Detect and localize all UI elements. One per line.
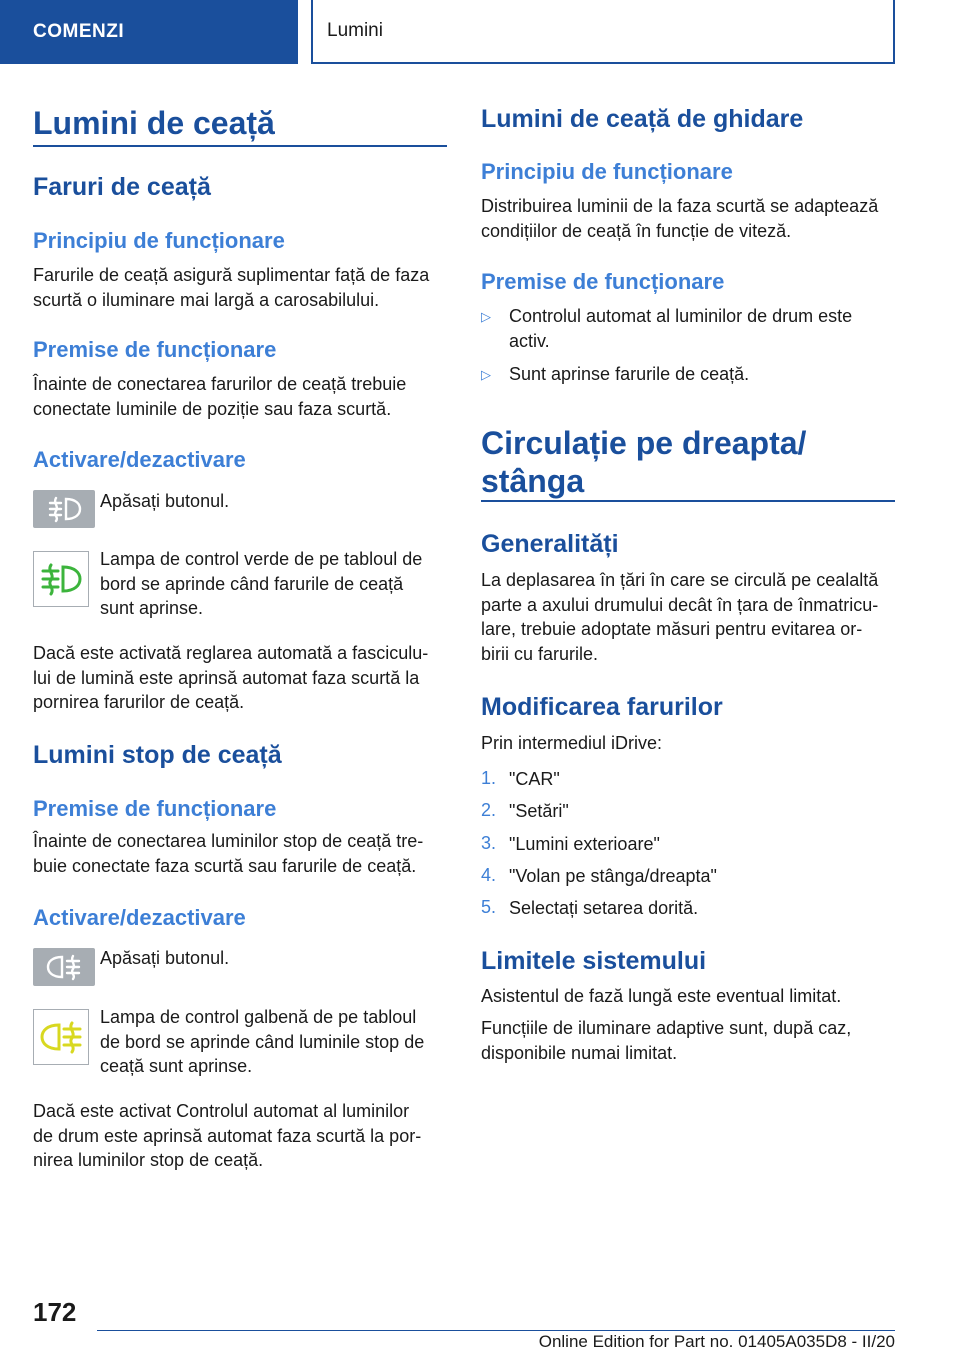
step-text: "Volan pe stânga/dreapta": [509, 866, 717, 886]
text-line: sunt aprinse.: [100, 598, 204, 618]
text-line: de bord se aprinde când luminile stop de: [100, 1031, 425, 1052]
title-line: stânga: [481, 463, 585, 499]
text-line: Înainte de conectarea luminilor stop de ceață tre‐: [33, 831, 424, 851]
paragraph-limits-1: Asistentul de fază lungă este eventual limitat.: [481, 986, 842, 1006]
section-heading-general: Generalități: [481, 530, 619, 558]
text-line: parte a axului drumului decât în țara de înmatricu‐: [481, 594, 879, 615]
section-heading-rear-fog: Lumini stop de ceață: [33, 741, 282, 769]
paragraph-premise-rear: [33, 829, 447, 878]
text-line: Dacă este activat Controlul automat al luminilor: [33, 1101, 410, 1121]
paragraph-principle: [33, 263, 447, 312]
paragraph-premise: [33, 372, 447, 421]
list-item: [481, 896, 895, 922]
rear-fog-light-icon: [33, 948, 95, 986]
text-line: bord se aprinde când farurile de ceață: [100, 573, 404, 594]
step-text: Selectați setarea dorită.: [509, 898, 699, 918]
subheading-premise-guide: Premise de funcționare: [481, 269, 725, 294]
press-button-text-rear: Apăsați butonul.: [100, 948, 230, 968]
edition-note: Online Edition for Part no. 01405A035D8 - II/20: [538, 1332, 895, 1351]
list-item: [481, 864, 895, 890]
front-fog-indicator-icon: [33, 551, 89, 607]
step-text: "Lumini exterioare": [509, 834, 660, 854]
list-item: [481, 767, 895, 793]
section-tab: [0, 0, 298, 64]
step-number: 4.: [481, 865, 497, 885]
title-rule: [33, 145, 447, 147]
section-heading-front-fog: Faruri de ceață: [33, 173, 211, 201]
step-text: "CAR": [509, 769, 560, 789]
text-line: condițiilor de ceață în funcție de viteză.: [481, 220, 792, 241]
text-line: lare, trebuie adoptate măsuri pentru evitarea or‐: [481, 619, 863, 639]
subheading-premise-rear: Premise de funcționare: [33, 796, 277, 821]
text-line: birii cu farurile.: [481, 643, 599, 664]
text-line: conectate luminile de poziție sau faza scurtă.: [33, 398, 392, 419]
page-number: 172: [33, 1297, 77, 1327]
step-number: 5.: [481, 897, 497, 917]
list-item: [481, 799, 895, 825]
text-line: Controlul automat al luminilor de drum este: [509, 306, 853, 326]
subheading-premise: Premise de funcționare: [33, 337, 277, 362]
text-line: Sunt aprinse farurile de ceață.: [509, 364, 750, 384]
modify-intro: Prin intermediul iDrive:: [481, 733, 663, 753]
subheading-activation: Activare/dezactivare: [33, 447, 246, 472]
subheading-principle: Principiu de funcționare: [33, 228, 285, 253]
rear-fog-indicator-icon: [33, 1009, 89, 1065]
text-line: Dacă este activată reglarea automată a fasciculu‐: [33, 643, 429, 663]
text-line: disponibile numai limitat.: [481, 1042, 678, 1063]
text-line: nirea luminilor stop de ceață.: [33, 1150, 264, 1170]
front-fog-light-icon: [33, 490, 95, 528]
step-text: "Setări": [509, 801, 569, 821]
lamp-description: [100, 547, 447, 621]
section-label: COMENZI: [33, 21, 125, 42]
bullet-icon: ▷: [481, 367, 491, 382]
chapter-label: Lumini: [327, 20, 383, 41]
subheading-activation-rear: Activare/dezactivare: [33, 905, 246, 930]
paragraph-note-rear: [33, 1099, 447, 1173]
step-number: 2.: [481, 800, 497, 820]
text-line: pornirea farurilor de ceață.: [33, 692, 245, 712]
text-line: scurtă o iluminare mai largă a carosabilului.: [33, 289, 380, 310]
text-line: Funcțiile de iluminare adaptive sunt, după caz,: [481, 1018, 852, 1038]
list-item: [481, 304, 895, 356]
bullet-icon: ▷: [481, 309, 491, 324]
lamp-description-rear: [100, 1005, 447, 1079]
paragraph-principle-guide: [481, 194, 895, 243]
text-line: La deplasarea în țări în care se circulă pe cealaltă: [481, 570, 879, 590]
page-title: Lumini de ceață: [33, 105, 275, 141]
step-number: 1.: [481, 768, 497, 788]
paragraph-note: [33, 641, 447, 715]
title-line: Circulație pe dreapta/: [481, 425, 807, 461]
subheading-principle-guide: Principiu de funcționare: [481, 159, 733, 184]
chapter-tab: [311, 0, 895, 64]
text-line: buie conectate faza scurtă sau farurile de ceață.: [33, 855, 417, 876]
section-heading-guide: Lumini de ceață de ghidare: [481, 105, 804, 133]
traffic-title: [481, 424, 806, 500]
text-line: Înainte de conectarea farurilor de ceață trebuie: [33, 374, 407, 394]
list-item-text: [509, 362, 895, 387]
paragraph-general: [481, 568, 895, 666]
text-line: Farurile de ceață asigură suplimentar față de faza: [33, 265, 430, 285]
list-item: [481, 832, 895, 858]
text-line: lui de lumină este aprinsă automat faza scurtă la: [33, 667, 420, 688]
text-line: Lampa de control galbenă de pe tabloul: [100, 1007, 417, 1027]
press-button-text: Apăsați butonul.: [100, 491, 230, 511]
section-heading-limits: Limitele sistemului: [481, 947, 707, 975]
section-heading-modify: Modificarea farurilor: [481, 693, 723, 721]
step-number: 3.: [481, 833, 497, 853]
footer-rule: [97, 1330, 895, 1331]
text-line: Distribuirea luminii de la faza scurtă se adaptează: [481, 196, 879, 216]
text-line: de drum este aprinsă automat faza scurtă la por‐: [33, 1125, 422, 1146]
title-rule: [481, 500, 895, 502]
text-line: ceață sunt aprinse.: [100, 1056, 253, 1076]
paragraph-limits-2: [481, 1016, 895, 1065]
list-item-text: [509, 304, 895, 353]
text-line: Lampa de control verde de pe tabloul de: [100, 549, 423, 569]
list-item: [481, 362, 895, 388]
text-line: activ.: [509, 330, 550, 351]
